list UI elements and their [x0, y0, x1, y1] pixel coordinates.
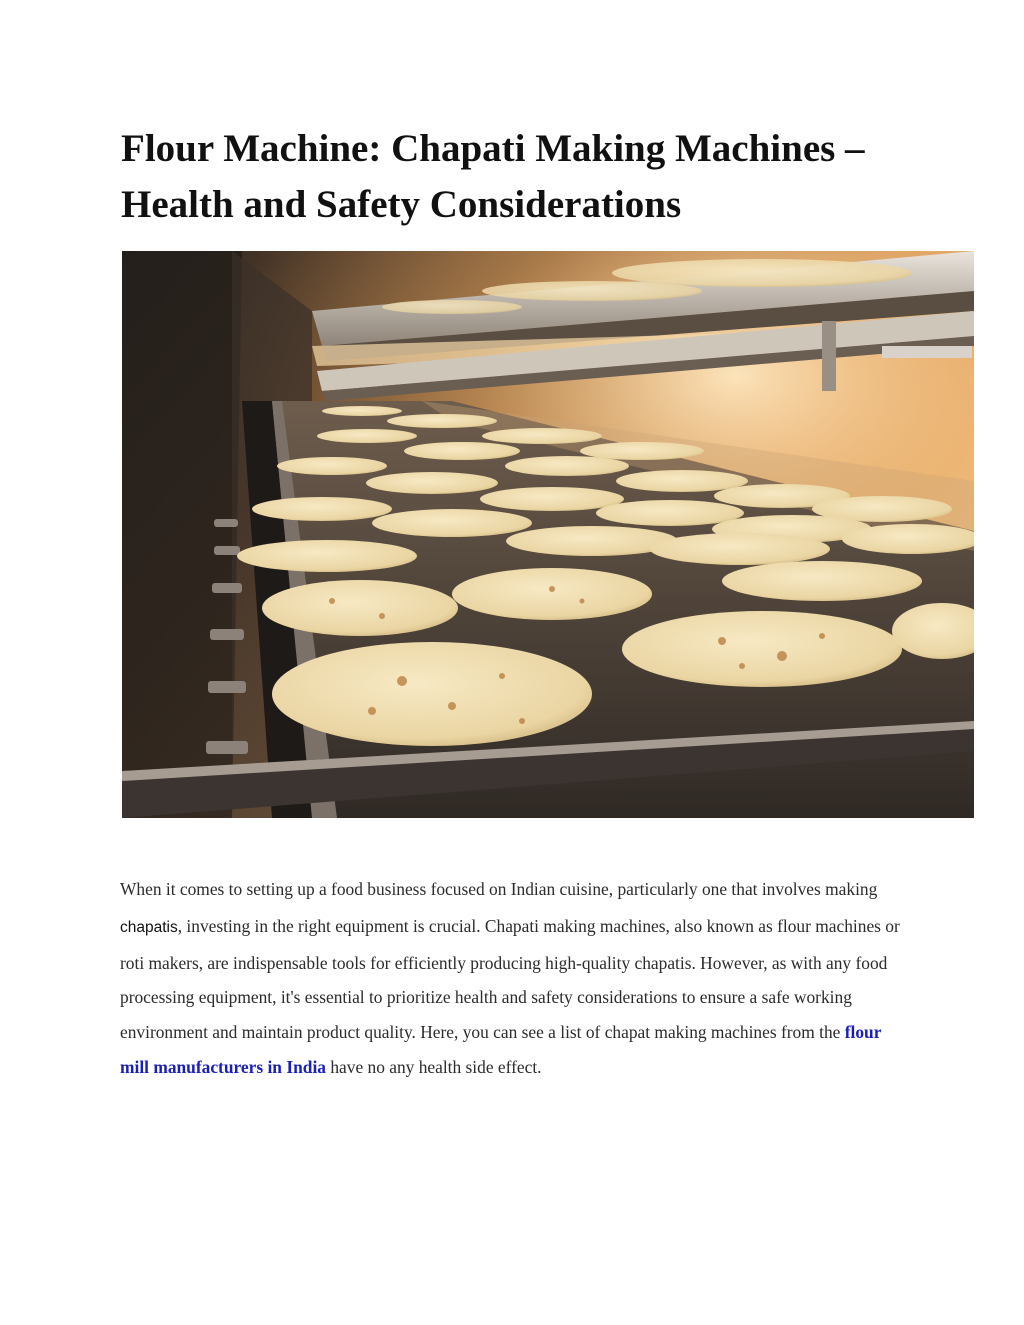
- hero-image: [122, 251, 974, 818]
- flour-mill-manufacturers-link[interactable]: flour mill manufacturers in India: [120, 1022, 882, 1077]
- chapatis-link[interactable]: chapatis: [120, 918, 178, 936]
- article-text-middle: , investing in the right equipment is crucial. Chapati making machines, also known as flour machines or roti makers, are indispensable tools for efficiently producing high-quality chapatis. However, as with any food processing equipment, it's essential to prioritize health and safety considerations to ensure a safe working environment and maintain product quality. Here, you can see a list of chapat making machines from the: [120, 915, 900, 1043]
- article-paragraph: [120, 872, 910, 1085]
- title-line-1: Flour Machine: Chapati Making Machines –: [121, 127, 865, 170]
- title-line-2: Health and Safety Considerations: [121, 183, 682, 226]
- page-title: [121, 121, 941, 233]
- article-text-start: When it comes to setting up a food business focused on Indian cuisine, particularly one that involves making: [120, 879, 878, 899]
- article-text-end: have no any health side effect.: [325, 1056, 542, 1077]
- chapati-conveyor-illustration: [122, 251, 974, 818]
